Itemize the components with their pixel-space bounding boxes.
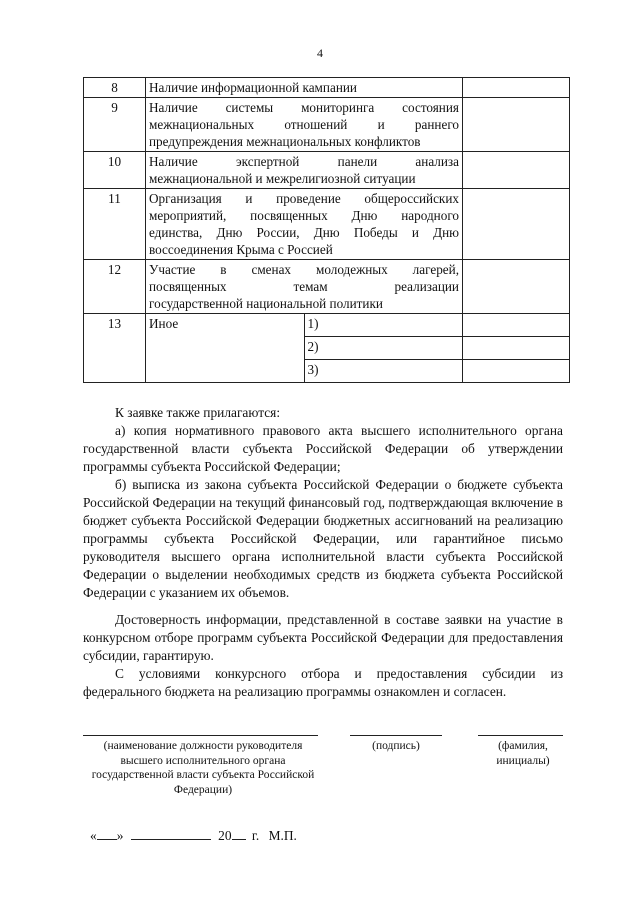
criterion-line: Наличие экспертной панели анализа <box>149 154 459 169</box>
criterion-line: предупреждения межнациональных конфликтов <box>149 134 421 149</box>
criterion-line: Участие в сменах молодежных лагерей, <box>149 262 459 277</box>
value-cell <box>463 152 570 189</box>
name-caption: (фамилия, инициалы) <box>496 740 550 767</box>
criterion-line: государственной национальной политики <box>149 296 383 311</box>
criterion-line: Наличие информационной кампании <box>149 80 357 95</box>
signature-line <box>350 735 442 736</box>
criterion-text <box>146 152 463 189</box>
other-label: Иное <box>146 314 305 383</box>
table-row <box>84 78 570 98</box>
attachment-item-a: а) копия нормативного правового акта высшего исполнительного органа государственной власти субъекта Российской Федерации об утверждении программы субъекта Российской Федерации; <box>83 423 563 474</box>
row-number: 8 <box>84 78 146 98</box>
criterion-line: воссоединения Крыма с Россией <box>149 242 333 257</box>
criterion-text <box>146 78 463 98</box>
attachments-section <box>83 404 563 602</box>
row-number: 13 <box>84 314 146 383</box>
sub-item: 2) <box>304 337 463 360</box>
row-number: 10 <box>84 152 146 189</box>
day-blank <box>97 825 117 840</box>
open-quote: « <box>90 828 97 843</box>
name-line <box>478 735 563 736</box>
table-row <box>84 314 570 337</box>
criterion-line: Организация и проведение общероссийских <box>149 191 459 206</box>
year-prefix: 20 <box>218 828 232 843</box>
position-caption: (наименование должности руководителя высшего исполнительного органа государственной власти субъекта Российской Федерации) <box>91 740 315 796</box>
page-number: 4 <box>317 46 323 60</box>
value-cell <box>463 78 570 98</box>
table-row <box>84 98 570 152</box>
row-number: 11 <box>84 189 146 260</box>
date-line <box>90 825 297 844</box>
value-cell <box>463 337 570 360</box>
close-quote: » <box>116 828 124 843</box>
criterion-line: межнациональной и межрелигиозной ситуации <box>149 171 416 186</box>
criterion-text <box>146 98 463 152</box>
guarantee-text: Достоверность информации, представленной в составе заявки на участие в конкурсном отборе программ субъекта Российской Федерации для предоставления субсидии, гарантирую. <box>83 612 563 663</box>
sub-item: 1) <box>304 314 463 337</box>
value-cell <box>463 98 570 152</box>
criterion-text <box>146 189 463 260</box>
table-row <box>84 152 570 189</box>
criterion-line: Наличие системы мониторинга состояния <box>149 100 459 115</box>
value-cell <box>463 314 570 337</box>
table-row <box>84 189 570 260</box>
position-line <box>83 735 318 736</box>
attachment-item-b: б) выписка из закона субъекта Российской Федерации о бюджете субъекта Российской Федерации на текущий финансовый год, подтверждающая включение в бюджет субъекта Российской Федерации бюджетных ассигнований на реализацию программы субъекта Российской Федерации, или гарантийное письмо руководителя высшего органа исполнительной власти субъекта Российской Федерации о выделении необходимых средств из бюджета субъекта Российской Федерации с указанием их объемов. <box>83 477 563 600</box>
attachments-intro: К заявке также прилагаются: <box>115 405 281 420</box>
seal-mark: М.П. <box>268 828 297 843</box>
signature-caption: (подпись) <box>372 740 420 752</box>
month-blank <box>131 825 211 840</box>
value-cell <box>463 260 570 314</box>
criterion-line: посвященных темам реализации <box>149 279 459 294</box>
criterion-line: единства, Дню России, Дню Победы и Дню <box>149 225 459 240</box>
year-suffix: г. <box>251 828 260 843</box>
criterion-line: межнациональных отношений и раннего <box>149 117 459 132</box>
row-number: 9 <box>84 98 146 152</box>
criterion-line: мероприятий, посвященных Дню народного <box>149 208 459 223</box>
criterion-text <box>146 260 463 314</box>
value-cell <box>463 189 570 260</box>
criteria-table <box>83 77 570 383</box>
guarantee-section <box>83 611 563 701</box>
value-cell <box>463 360 570 383</box>
year-blank <box>232 825 246 840</box>
agreement-text: С условиями конкурсного отбора и предоставления субсидии из федерального бюджета на реализацию программы ознакомлен и согласен. <box>83 666 563 699</box>
sub-item: 3) <box>304 360 463 383</box>
row-number: 12 <box>84 260 146 314</box>
table-row <box>84 260 570 314</box>
